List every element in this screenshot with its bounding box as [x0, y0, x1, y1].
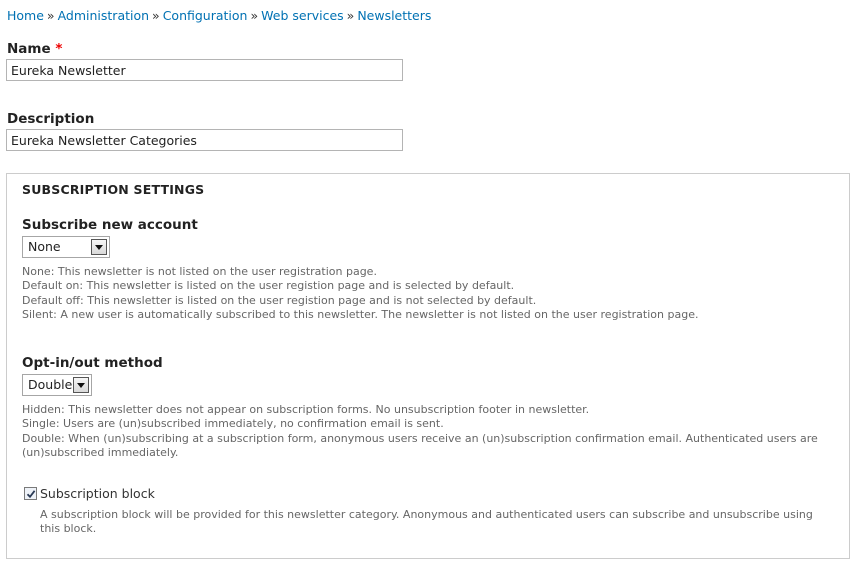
chevron-down-icon[interactable] [73, 377, 89, 393]
breadcrumb-link-newsletters[interactable]: Newsletters [357, 8, 432, 23]
opt-method-value: Double [28, 377, 73, 392]
description-line: Default on: This newsletter is listed on the user registion page and is selected by default. [22, 279, 515, 293]
subscription-settings-fieldset [6, 173, 850, 559]
subscription-block-description: A subscription block will be provided for this newsletter category. Anonymous and authenticated users can subscribe and unsubscribe using this block. [40, 508, 813, 536]
breadcrumb-separator: » [152, 8, 160, 23]
breadcrumb-link-web-services[interactable]: Web services [261, 8, 344, 23]
description-line: Double: When (un)subscribing at a subscription form, anonymous users receive an (un)subscription confirmation email. Authenticated users are (un)subscribed immediately. [22, 431, 818, 459]
description-line: Silent: A new user is automatically subscribed to this newsletter. The newsletter is not listed on the user registration page. [22, 307, 699, 321]
description-line: None: This newsletter is not listed on the user registration page. [22, 265, 377, 278]
subscribe-new-account-value: None [28, 239, 61, 254]
subscribe-new-account-select[interactable] [22, 236, 110, 258]
description-input[interactable] [6, 129, 403, 151]
opt-method-description [22, 403, 832, 460]
subscribe-new-account-description [22, 265, 832, 322]
subscribe-new-account-label: Subscribe new account [22, 217, 198, 233]
name-label [7, 41, 62, 57]
description-line: Single: Users are (un)subscribed immediately, no confirmation email is sent. [22, 417, 444, 431]
description-line: Hidden: This newsletter does not appear on subscription forms. No unsubscription footer in newsletter. [22, 403, 590, 416]
required-marker: * [55, 41, 63, 57]
fieldset-legend: SUBSCRIPTION SETTINGS [22, 182, 205, 197]
breadcrumb-link-home[interactable]: Home [7, 8, 44, 23]
breadcrumb-link-administration[interactable]: Administration [57, 8, 150, 23]
opt-method-label: Opt-in/out method [22, 355, 163, 371]
name-input[interactable] [6, 59, 403, 81]
description-line: Default off: This newsletter is listed on the user registion page and is not selected by default. [22, 293, 537, 307]
description-label: Description [7, 111, 95, 127]
breadcrumb-separator: » [250, 8, 259, 23]
checkmark-icon [26, 489, 36, 499]
subscription-block-checkbox[interactable] [24, 487, 37, 500]
name-label-text: Name [7, 41, 51, 57]
breadcrumb [7, 8, 431, 23]
breadcrumb-separator: » [46, 8, 55, 23]
subscription-block-label[interactable]: Subscription block [40, 486, 155, 501]
chevron-down-icon[interactable] [91, 239, 107, 255]
opt-method-select[interactable] [22, 374, 92, 396]
breadcrumb-link-configuration[interactable]: Configuration [162, 8, 248, 23]
breadcrumb-separator: » [346, 8, 355, 23]
